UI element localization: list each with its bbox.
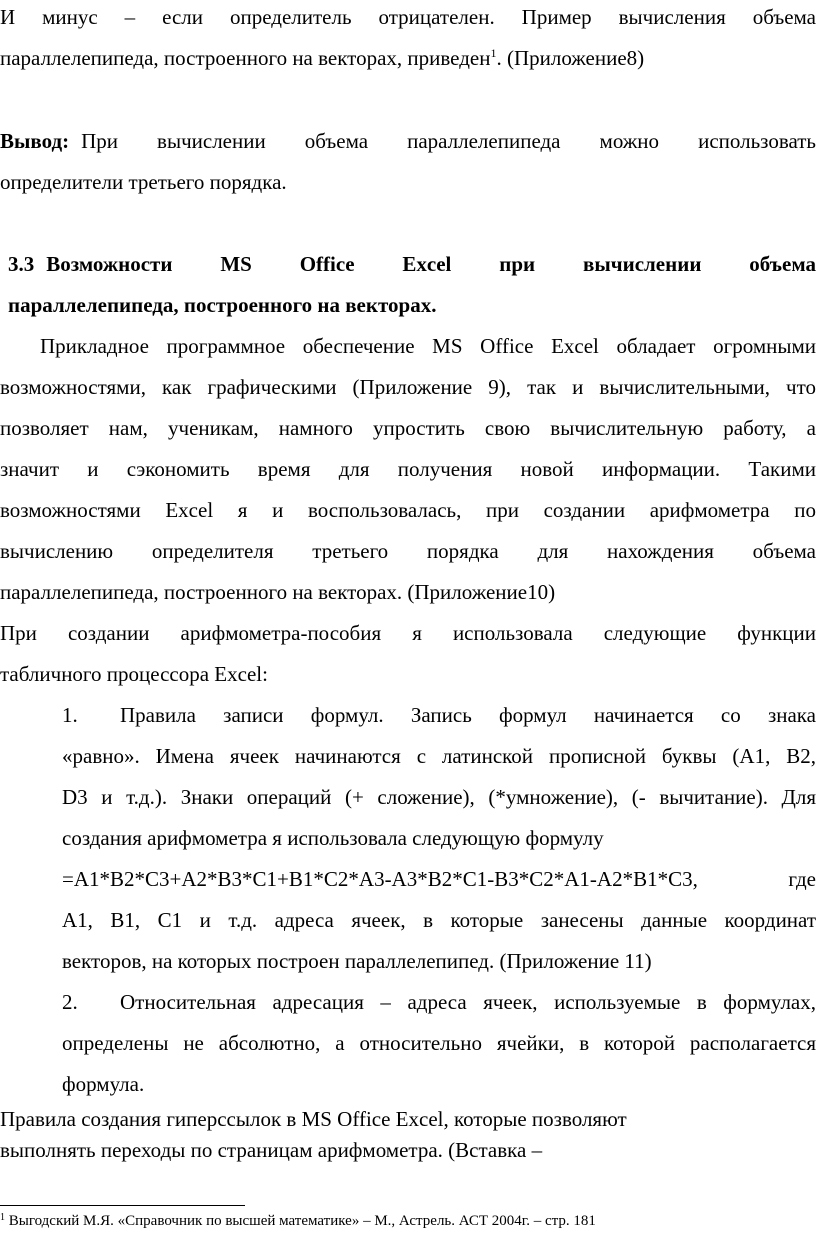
section-heading-cont: параллелепипеда, построенного на векторах. (8, 293, 437, 317)
list-item-line: определены не абсолютно, а относительно ячейки, в которой располагается (62, 1031, 816, 1055)
section-heading (8, 254, 816, 275)
text-fragment: При вычислении объема параллелепипеда можно использовать (81, 129, 816, 153)
footnote (0, 1213, 596, 1230)
text-line: Правила создания гиперссылок в MS Office Excel, которые позволяют (0, 1107, 627, 1131)
footnote-ref: 1 (490, 46, 497, 60)
text-line: позволяет нам, ученикам, намного упростить свою вычислительную работу, а (0, 416, 816, 440)
text-line: табличного процессора Excel: (0, 662, 268, 686)
footnote-separator (0, 1205, 245, 1206)
list-item-line: А1, В1, С1 и т.д. адреса ячеек, в которые занесены данные координат (62, 908, 816, 932)
conclusion-label: Вывод: (0, 129, 70, 153)
text-line: вычислению определителя третьего порядка для нахождения объема (0, 539, 816, 563)
conclusion-line (0, 131, 816, 152)
text-line: возможностями Excel я и воспользовалась, при создании арифмометра по (0, 498, 816, 522)
list-item-line: D3 и т.д.). Знаки операций (+ сложение), (*умножение), (- вычитание). Для (62, 785, 816, 809)
text-line: определители третьего порядка. (0, 170, 287, 194)
list-item-line: формула. (62, 1072, 145, 1096)
text-line: И минус – если определитель отрицателен. Пример вычисления объема (0, 5, 816, 29)
list-item-line: Относительная адресация – адреса ячеек, используемые в формулах, (120, 990, 816, 1014)
list-item-line: «равно». Имена ячеек начинаются с латинской прописной буквы (А1, В2, (62, 744, 816, 768)
formula-line: =A1*B2*C3+A2*B3*C1+B1*C2*A3-A3*B2*C1-B3*C2*A1-A2*B1*C3, где (62, 867, 816, 891)
text-line: возможностями, как графическими (Приложение 9), так и вычислительными, что (0, 375, 816, 399)
text-line: При создании арифмометра-пособия я использовала следующие функции (0, 621, 816, 645)
text-line: Прикладное программное обеспечение MS Office Excel обладает огромными (40, 334, 816, 358)
text-line: выполнять переходы по страницам арифмометра. (Вставка – (0, 1138, 543, 1162)
list-item-line: Правила записи формул. Запись формул начинается со знака (120, 703, 816, 727)
section-number: 3.3 (8, 252, 35, 276)
list-number: 1. (62, 703, 78, 727)
footnote-text: Выгодский М.Я. «Справочник по высшей математике» – М., Астрель. АСТ 2004г. – стр. 181 (5, 1213, 596, 1229)
text-fragment: . (Приложение8) (496, 46, 645, 70)
list-number: 2. (62, 990, 78, 1014)
text-line: значит и сэкономить время для получения новой информации. Такими (0, 457, 816, 481)
text-line: параллелепипеда, построенного на векторах. (Приложение10) (0, 580, 556, 604)
list-item-line: векторов, на которых построен параллелепипед. (Приложение 11) (62, 949, 652, 973)
list-item-line: создания арифмометра я использовала следующую формулу (62, 826, 604, 850)
text-line (0, 48, 816, 69)
section-title: Возможности MS Office Excel при вычислении объема (46, 252, 816, 276)
text-fragment: параллелепипеда, построенного на векторах, приведен (0, 46, 491, 70)
footnote-marker: 1 (0, 1212, 5, 1223)
